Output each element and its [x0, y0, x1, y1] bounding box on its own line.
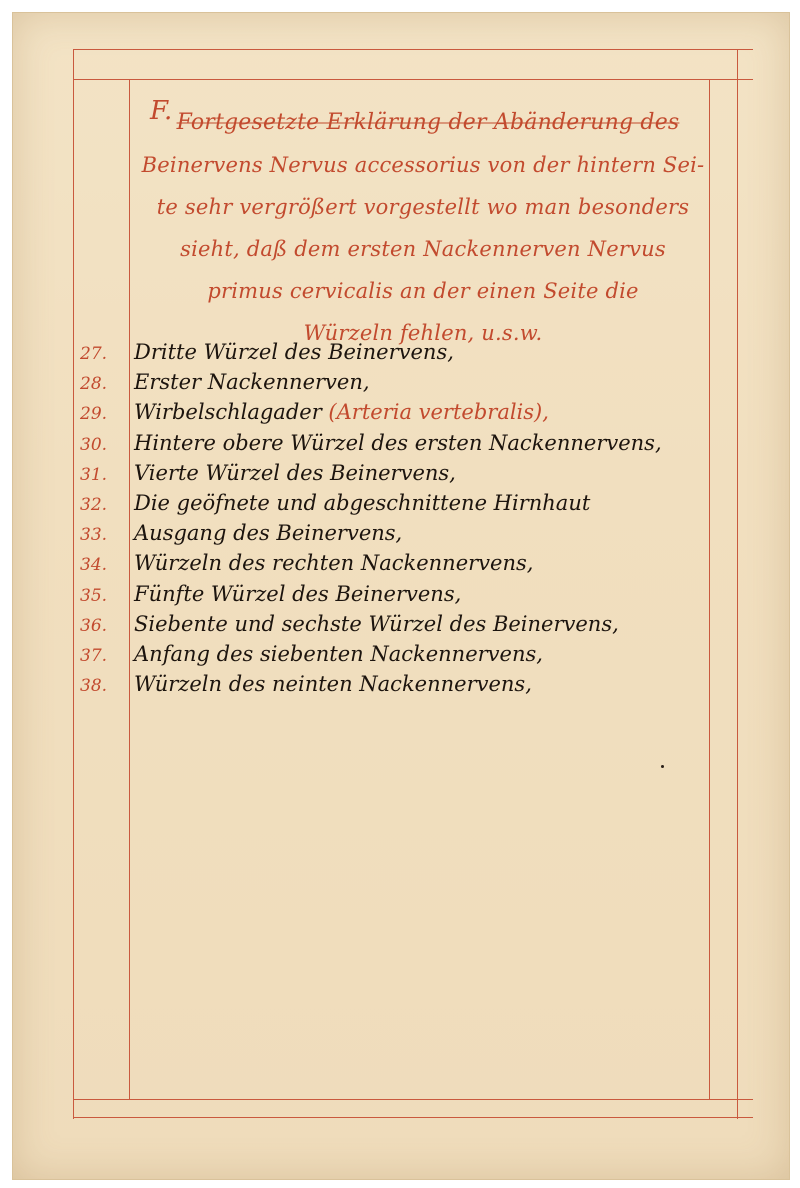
- frame-rule-left-outer: [73, 49, 74, 1119]
- frame-rule-bottom-inner: [73, 1099, 753, 1100]
- entry-description: Würzeln des neinten Nackennervens,: [134, 672, 532, 697]
- heading-block: [128, 102, 718, 354]
- entry-description: Würzeln des rechten Nackennervens,: [134, 551, 534, 576]
- legend-entry: [76, 582, 716, 612]
- frame-rule-top-outer: [73, 49, 753, 50]
- legend-entry: [76, 642, 716, 672]
- heading-line-1: Fortgesetzte Erklärung der Abänderung des: [176, 110, 680, 135]
- entry-number: 38.: [80, 676, 108, 697]
- entry-text: [134, 642, 543, 666]
- entry-number: 27.: [80, 344, 108, 364]
- ink-speck: [661, 765, 664, 768]
- frame-rule-bottom-outer: [73, 1117, 753, 1118]
- entry-text: [134, 612, 619, 636]
- entry-text: [134, 582, 461, 606]
- legend-entry: [76, 491, 716, 521]
- entry-description: Erster Nackennerven,: [134, 370, 370, 395]
- entry-description: Dritte Würzel des Beinervens,: [134, 340, 454, 364]
- legend-entry: [76, 612, 716, 642]
- entry-description: Siebente und sechste Würzel des Beinervens,: [134, 611, 619, 636]
- entry-description: Ausgang des Beinervens,: [134, 521, 403, 546]
- entry-number: 32.: [80, 494, 108, 515]
- entry-text: [134, 672, 532, 696]
- entry-text: [134, 521, 402, 545]
- entry-description: Vierte Würzel des Beinervens,: [134, 460, 456, 485]
- heading-line-6: Würzeln fehlen, u.s.w.: [303, 321, 543, 345]
- legend-entry: [76, 551, 716, 581]
- entry-number: 36.: [80, 615, 108, 636]
- legend-entry: [76, 431, 716, 461]
- entry-number: 33.: [80, 525, 108, 546]
- entry-latin-term: (Arteria vertebralis),: [328, 400, 549, 425]
- entry-description: Hintere obere Würzel des ersten Nackennervens,: [134, 430, 662, 455]
- entry-description: Wirbelschlagader: [134, 400, 322, 425]
- entry-number: 35.: [80, 585, 108, 606]
- entry-text: [134, 491, 590, 515]
- frame-rule-right-outer: [737, 49, 738, 1119]
- heading-line-3: te sehr vergrößert vorgestellt wo man besonders: [156, 195, 690, 219]
- entry-description: Anfang des siebenten Nackennervens,: [134, 641, 543, 666]
- legend-entry: [76, 370, 716, 400]
- legend-entry: [76, 461, 716, 491]
- legend-entry: [76, 672, 716, 702]
- entry-number: 28.: [80, 374, 108, 395]
- heading-line-4: sieht, daß dem ersten Nackennerven Nervus: [180, 237, 666, 261]
- legend-entry: [76, 340, 716, 370]
- entry-text: [134, 551, 533, 575]
- entry-text: [134, 461, 456, 485]
- legend-entry-list: [76, 340, 716, 702]
- section-mark: F.: [150, 96, 173, 126]
- legend-entry: [76, 400, 716, 430]
- entry-text: [134, 340, 454, 364]
- heading-line-2: Beinervens Nervus accessorius von der hintern Sei-: [141, 153, 705, 177]
- entry-text: [134, 370, 370, 394]
- entry-text: [134, 400, 549, 424]
- entry-number: 29.: [80, 404, 108, 425]
- entry-number: 34.: [80, 555, 108, 576]
- entry-description: Fünfte Würzel des Beinervens,: [134, 581, 462, 606]
- entry-number: 30.: [80, 434, 108, 455]
- heading-line-5: primus cervicalis an der einen Seite die: [207, 279, 639, 303]
- entry-number: 31.: [80, 464, 108, 485]
- entry-number: 37.: [80, 645, 108, 666]
- entry-text: [134, 431, 662, 455]
- entry-description: Die geöfnete und abgeschnittene Hirnhaut: [134, 490, 591, 515]
- frame-rule-top-inner: [73, 79, 753, 80]
- legend-entry: [76, 521, 716, 551]
